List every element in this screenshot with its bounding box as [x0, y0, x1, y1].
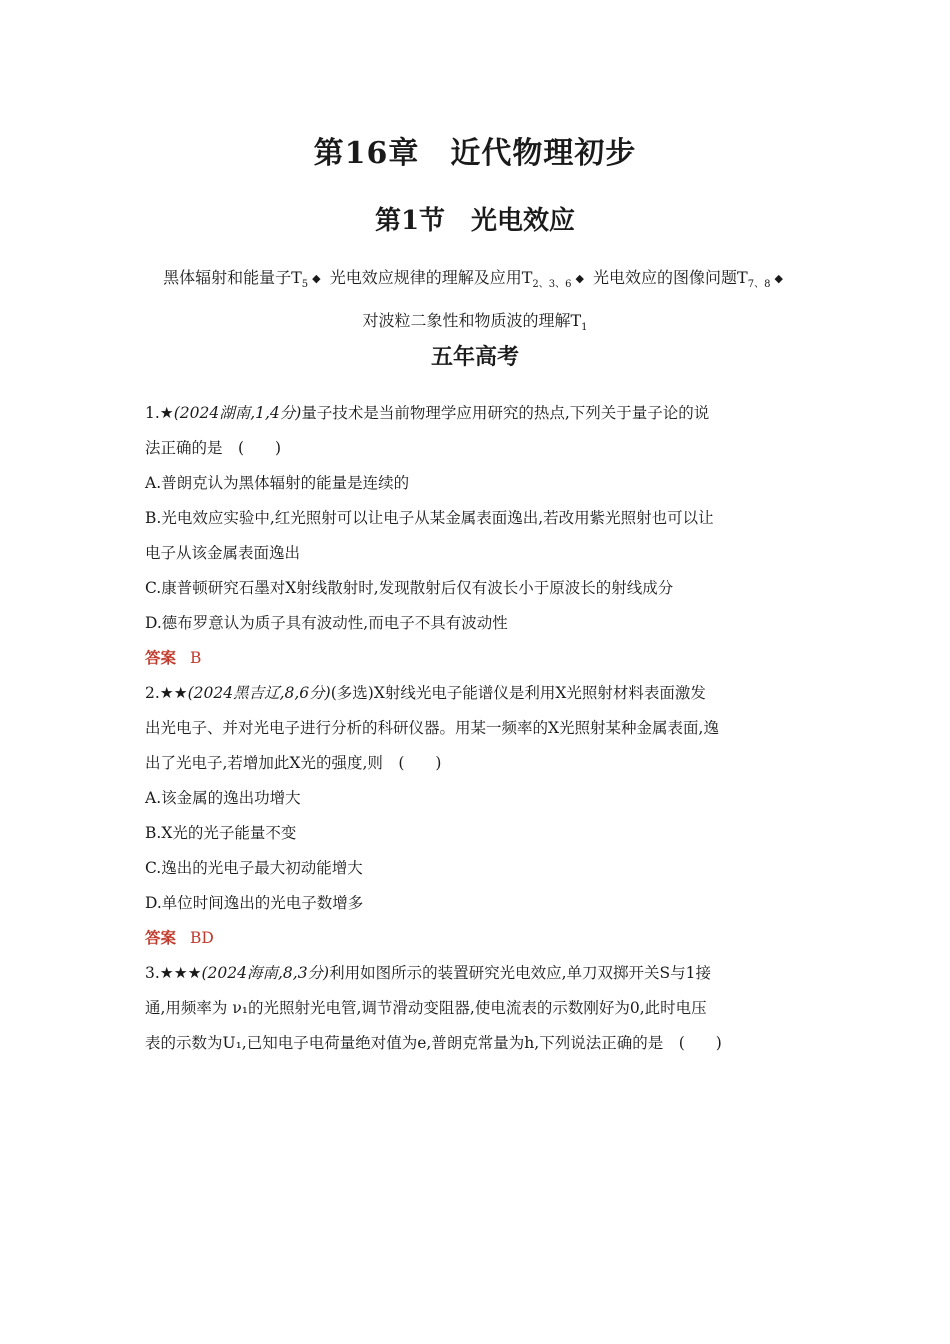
difficulty-stars-icon: ★ — [159, 404, 174, 422]
option-c: C.逸出的光电子最大初动能增大 — [145, 859, 363, 877]
block-title: 五年高考 — [430, 345, 519, 370]
diamond-separator-icon: ◆ — [774, 271, 783, 285]
question-stem-cont: 表的示数为U₁,已知电子电荷量绝对值为e,普朗克常量为h,下列说法正确的是 ( ) — [145, 1034, 722, 1052]
question-source: (2024黑吉辽,8,6分) — [187, 684, 331, 702]
option-b: B.X光的光子能量不变 — [145, 824, 297, 842]
topics-line-1 — [100, 260, 850, 303]
option-c: C.康普顿研究石墨对X射线散射时,发现散射后仅有波长小于原波长的射线成分 — [145, 579, 674, 597]
topic-photoelectric-laws: 光电效应规律的理解及应用$T_{2、3、6}$ — [329, 268, 572, 291]
section-title: 第1节 光电效应 — [374, 206, 576, 236]
topic-blackbody: 黑体辐射和能量子$T_5$ — [163, 268, 309, 291]
topics-list — [100, 260, 850, 346]
question-stem-cont: 出了光电子,若增加此X光的强度,则 ( ) — [145, 754, 442, 772]
question-stem: 1.★(2024湖南,1,4分)量子技术是当前物理学应用研究的热点,下列关于量子论的说 — [145, 404, 710, 422]
question-list — [145, 396, 810, 1061]
question-2 — [145, 676, 810, 956]
answer-value: BD — [190, 929, 214, 947]
topic-photoelectric-graphs: 光电效应的图像问题$T_{7、8}$ — [593, 268, 771, 291]
answer-row — [145, 921, 810, 956]
answer-value: B — [190, 649, 202, 667]
diamond-separator-icon: ◆ — [575, 271, 584, 285]
option-d: D.单位时间逸出的光电子数增多 — [145, 894, 364, 912]
option-b-cont: 电子从该金属表面逸出 — [145, 544, 301, 562]
topic-wave-particle: 对波粒二象性和物质波的理解$T_1$ — [362, 311, 588, 334]
question-stem-cont: 出光电子、并对光电子进行分析的科研仪器。用某一频率的X光照射某种金属表面,逸 — [145, 719, 719, 737]
difficulty-stars-icon: ★★★ — [159, 964, 202, 982]
answer-label: 答案 — [145, 649, 177, 667]
question-stem-cont: 通,用频率为 ν₁的光照射光电管,调节滑动变阻器,使电流表的示数刚好为0,此时电压 — [145, 999, 707, 1017]
answer-label: 答案 — [145, 929, 177, 947]
diamond-separator-icon: ◆ — [312, 271, 321, 285]
question-stem: 2.★★(2024黑吉辽,8,6分)(多选)X射线光电子能谱仪是利用X光照射材料表面激发 — [145, 684, 706, 702]
chapter-title: 第16章 近代物理初步 — [313, 136, 637, 171]
question-source: (2024海南,8,3分) — [201, 964, 330, 982]
option-a: A.该金属的逸出功增大 — [145, 789, 301, 807]
question-3 — [145, 956, 810, 1061]
question-1 — [145, 396, 810, 676]
option-b: B.光电效应实验中,红光照射可以让电子从某金属表面逸出,若改用紫光照射也可以让 — [145, 509, 714, 527]
question-source: (2024湖南,1,4分) — [173, 404, 302, 422]
question-stem: 3.★★★(2024海南,8,3分)利用如图所示的装置研究光电效应,单刀双掷开关S与1接 — [145, 964, 712, 982]
option-a: A.普朗克认为黑体辐射的能量是连续的 — [145, 474, 410, 492]
answer-row — [145, 641, 810, 676]
option-d: D.德布罗意认为质子具有波动性,而电子不具有波动性 — [145, 614, 508, 632]
question-stem-cont: 法正确的是 ( ) — [145, 439, 282, 457]
difficulty-stars-icon: ★★ — [159, 684, 188, 702]
